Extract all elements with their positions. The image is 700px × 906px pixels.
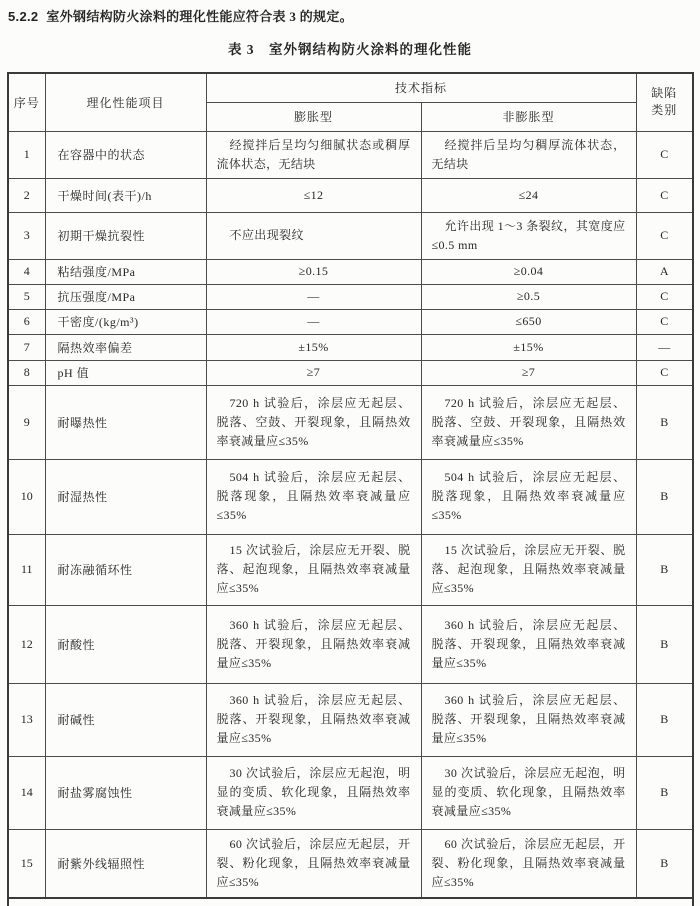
property-item-cell: 耐紫外线辐照性: [45, 829, 206, 898]
non-expansive-value-cell: 720 h 试验后，涂层应无起层、脱落、空鼓、开裂现象，且隔热效率衰减量应≤35%: [421, 385, 636, 459]
table-header: [8, 73, 693, 131]
expansive-value-cell: 60 次试验后，涂层应无起层，开裂、粉化现象，且隔热效率衰减量应≤35%: [206, 829, 421, 898]
table-row: [8, 334, 693, 360]
expansive-value-cell: 15 次试验后，涂层应无开裂、脱落、起泡现象，且隔热效率衰减量应≤35%: [206, 534, 421, 605]
table-row: [8, 829, 693, 898]
table-row: [8, 212, 693, 259]
non-expansive-value-cell: 60 次试验后，涂层应无起层，开裂、粉化现象，且隔热效率衰减量应≤35%: [421, 829, 636, 898]
header-no: 序号: [8, 73, 45, 131]
expansive-value-cell: ≥7: [206, 360, 421, 385]
row-number-cell: 3: [8, 212, 45, 259]
section-text: 室外钢结构防火涂料的理化性能应符合表 3 的规定。: [46, 9, 353, 24]
property-item-cell: 初期干燥抗裂性: [45, 212, 206, 259]
row-number-cell: 1: [8, 131, 45, 178]
non-expansive-value-cell: ≥0.04: [421, 259, 636, 284]
expansive-value-cell: 不应出现裂纹: [206, 212, 421, 259]
header-defect-line2: 类别: [651, 103, 678, 118]
defect-class-cell: C: [636, 360, 693, 385]
expansive-value-cell: ≤12: [206, 178, 421, 212]
defect-class-cell: C: [636, 212, 693, 259]
header-tech-indicator: 技术指标: [206, 73, 636, 102]
property-item-cell: 干密度/(kg/m³): [45, 309, 206, 334]
property-item-cell: 耐酸性: [45, 605, 206, 683]
expansive-value-cell: 360 h 试验后，涂层应无起层、脱落、开裂现象，且隔热效率衰减量应≤35%: [206, 605, 421, 683]
row-number-cell: 7: [8, 334, 45, 360]
table-row: [8, 309, 693, 334]
non-expansive-value-cell: 15 次试验后，涂层应无开裂、脱落、起泡现象，且隔热效率衰减量应≤35%: [421, 534, 636, 605]
non-expansive-value-cell: 经搅拌后呈均匀稠厚流体状态，无结块: [421, 131, 636, 178]
non-expansive-value-cell: ≤650: [421, 309, 636, 334]
expansive-value-cell: 30 次试验后，涂层应无起泡，明显的变质、软化现象，且隔热效率衰减量应≤35%: [206, 756, 421, 829]
expansive-value-cell: ±15%: [206, 334, 421, 360]
property-item-cell: 隔热效率偏差: [45, 334, 206, 360]
row-number-cell: 2: [8, 178, 45, 212]
expansive-value-cell: —: [206, 284, 421, 309]
defect-class-cell: B: [636, 683, 693, 756]
property-item-cell: 干燥时间(表干)/h: [45, 178, 206, 212]
row-number-cell: 6: [8, 309, 45, 334]
section-clause: [8, 6, 353, 25]
row-number-cell: 4: [8, 259, 45, 284]
defect-class-cell: B: [636, 829, 693, 898]
header-defect-class: [636, 73, 693, 131]
expansive-value-cell: ≥0.15: [206, 259, 421, 284]
header-expansive-type: 膨胀型: [206, 102, 421, 131]
table-row: [8, 756, 693, 829]
expansive-value-cell: 504 h 试验后，涂层应无起层、脱落现象，且隔热效率衰减量应≤35%: [206, 459, 421, 534]
cut-off-note-cell: [8, 898, 693, 906]
table-row: [8, 178, 693, 212]
non-expansive-value-cell: 360 h 试验后，涂层应无起层、脱落、开裂现象，且隔热效率衰减量应≤35%: [421, 683, 636, 756]
property-item-cell: 粘结强度/MPa: [45, 259, 206, 284]
defect-class-cell: —: [636, 334, 693, 360]
table-row: [8, 131, 693, 178]
property-item-cell: 抗压强度/MPa: [45, 284, 206, 309]
table-row: [8, 360, 693, 385]
property-item-cell: 耐碱性: [45, 683, 206, 756]
row-number-cell: 5: [8, 284, 45, 309]
defect-class-cell: C: [636, 284, 693, 309]
expansive-value-cell: 720 h 试验后，涂层应无起层、脱落、空鼓、开裂现象，且隔热效率衰减量应≤35%: [206, 385, 421, 459]
table-row: [8, 385, 693, 459]
non-expansive-value-cell: ≥7: [421, 360, 636, 385]
defect-class-cell: A: [636, 259, 693, 284]
physical-chemical-properties-table: [7, 72, 694, 906]
property-item-cell: 耐冻融循环性: [45, 534, 206, 605]
non-expansive-value-cell: ≥0.5: [421, 284, 636, 309]
row-number-cell: 10: [8, 459, 45, 534]
table-row: [8, 534, 693, 605]
defect-class-cell: C: [636, 178, 693, 212]
non-expansive-value-cell: 504 h 试验后，涂层应无起层、脱落现象，且隔热效率衰减量应≤35%: [421, 459, 636, 534]
table-row: [8, 683, 693, 756]
defect-class-cell: B: [636, 459, 693, 534]
defect-class-cell: B: [636, 605, 693, 683]
non-expansive-value-cell: 30 次试验后，涂层应无起泡，明显的变质、软化现象，且隔热效率衰减量应≤35%: [421, 756, 636, 829]
header-item: 理化性能项目: [45, 73, 206, 131]
property-item-cell: 耐湿热性: [45, 459, 206, 534]
table-body: [8, 131, 693, 906]
non-expansive-value-cell: 允许出现 1～3 条裂纹，其宽度应≤0.5 mm: [421, 212, 636, 259]
non-expansive-value-cell: ≤24: [421, 178, 636, 212]
header-row-1: [8, 73, 693, 102]
table-row: [8, 605, 693, 683]
row-number-cell: 15: [8, 829, 45, 898]
property-item-cell: 在容器中的状态: [45, 131, 206, 178]
cut-off-note-row: [8, 898, 693, 906]
expansive-value-cell: —: [206, 309, 421, 334]
table-row: [8, 259, 693, 284]
non-expansive-value-cell: ±15%: [421, 334, 636, 360]
expansive-value-cell: 360 h 试验后，涂层应无起层、脱落、开裂现象，且隔热效率衰减量应≤35%: [206, 683, 421, 756]
defect-class-cell: B: [636, 385, 693, 459]
property-item-cell: pH 值: [45, 360, 206, 385]
defect-class-cell: C: [636, 309, 693, 334]
defect-class-cell: C: [636, 131, 693, 178]
header-non-expansive-type: 非膨胀型: [421, 102, 636, 131]
property-item-cell: 耐盐雾腐蚀性: [45, 756, 206, 829]
property-item-cell: 耐曝热性: [45, 385, 206, 459]
row-number-cell: 9: [8, 385, 45, 459]
section-number: 5.2.2: [8, 9, 39, 24]
non-expansive-value-cell: 360 h 试验后，涂层应无起层、脱落、开裂现象，且隔热效率衰减量应≤35%: [421, 605, 636, 683]
defect-class-cell: B: [636, 534, 693, 605]
header-defect-line1: 缺陷: [651, 86, 678, 101]
row-number-cell: 13: [8, 683, 45, 756]
row-number-cell: 14: [8, 756, 45, 829]
row-number-cell: 11: [8, 534, 45, 605]
row-number-cell: 8: [8, 360, 45, 385]
defect-class-cell: B: [636, 756, 693, 829]
expansive-value-cell: 经搅拌后呈均匀细腻状态或稠厚流体状态，无结块: [206, 131, 421, 178]
table-row: [8, 284, 693, 309]
table-row: [8, 459, 693, 534]
table-title: 表 3 室外钢结构防火涂料的理化性能: [227, 42, 473, 57]
row-number-cell: 12: [8, 605, 45, 683]
